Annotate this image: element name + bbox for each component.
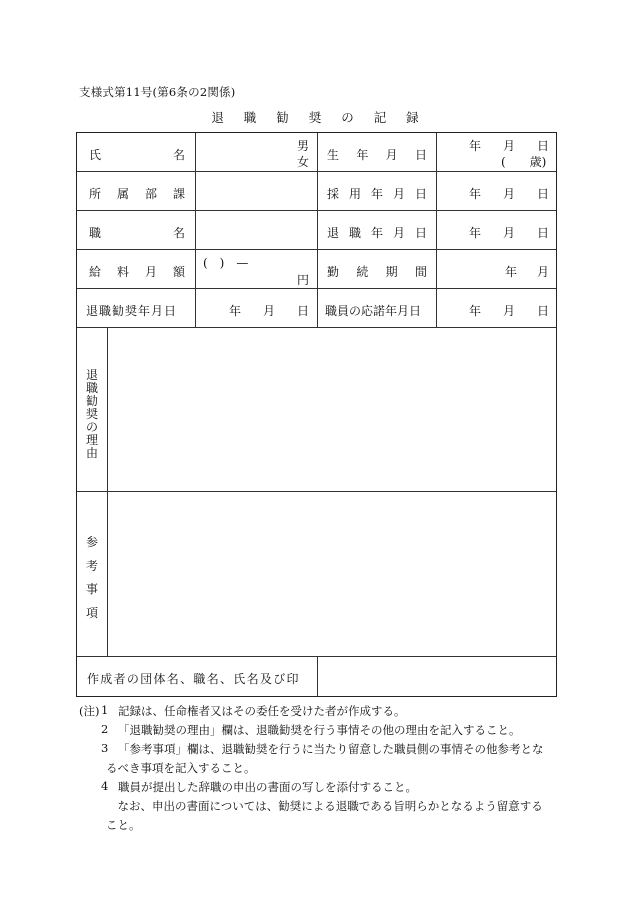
birth-date-value[interactable]: 年 月 日 bbox=[469, 139, 549, 153]
service-period-label: 勤 続 期 間 bbox=[327, 265, 427, 279]
note-4-text-2: なお、申出の書面については、勧奨による退職である旨明らかとなるよう留意する bbox=[106, 799, 543, 813]
note-3-text-2: るべき事項を記入すること。 bbox=[106, 761, 256, 775]
department-label: 所 属 部 課 bbox=[89, 187, 185, 201]
note-2-num: 2 bbox=[101, 722, 109, 736]
reference-label: 参 考 事 項 bbox=[85, 535, 98, 620]
note-4-num: 4 bbox=[101, 779, 109, 793]
accept-date-value[interactable]: 年 月 日 bbox=[469, 304, 549, 318]
reference-field[interactable] bbox=[109, 493, 555, 655]
notes-prefix: (注) bbox=[79, 704, 100, 718]
note-1-num: 1 bbox=[101, 703, 109, 717]
salary-grade[interactable]: ( ) — bbox=[203, 256, 249, 270]
note-3-num: 3 bbox=[101, 741, 109, 755]
hire-date-label: 採 用 年 月 日 bbox=[327, 187, 427, 201]
salary-yen: 円 bbox=[297, 273, 310, 287]
author-label: 作成者の団体名、職名、氏名及び印 bbox=[87, 672, 300, 686]
note-2-text: 「退職勧奨の理由」欄は、退職勧奨を行う事情その他の理由を記入すること。 bbox=[118, 723, 521, 737]
name-label-right: 名 bbox=[172, 148, 185, 162]
recommend-date-value[interactable]: 年 月 日 bbox=[229, 304, 309, 318]
recommend-date-label: 退職勧奨年月日 bbox=[86, 304, 178, 318]
sex-female[interactable]: 女 bbox=[297, 155, 310, 169]
record-table bbox=[76, 132, 557, 697]
hire-date-value[interactable]: 年 月 日 bbox=[469, 187, 549, 201]
document-title: 退 職 勧 奨 の 記 録 bbox=[211, 110, 427, 125]
retire-date-value[interactable]: 年 月 日 bbox=[469, 226, 549, 240]
age-value[interactable]: ( 歳) bbox=[501, 155, 547, 169]
note-4-text-3: こと。 bbox=[106, 818, 141, 832]
salary-label: 給 料 月 額 bbox=[89, 265, 185, 279]
form-code: 支様式第11号(第6条の2関係) bbox=[79, 85, 236, 99]
service-period-value[interactable]: 年 月 bbox=[505, 265, 549, 279]
reason-label: 退 職 勧 奨 の 理 由 bbox=[85, 368, 98, 460]
reason-field[interactable] bbox=[109, 329, 555, 490]
accept-date-label: 職員の応諾年月日 bbox=[325, 304, 422, 318]
retire-date-label: 退 職 年 月 日 bbox=[327, 226, 427, 240]
note-3-text-1: 「参考事項」欄は、退職勧奨を行うに当たり留意した職員側の事情その他参考とな bbox=[118, 742, 544, 756]
post-field[interactable] bbox=[197, 211, 315, 249]
sex-male[interactable]: 男 bbox=[297, 139, 310, 153]
birth-date-label: 生 年 月 日 bbox=[327, 148, 427, 162]
post-label: 職 名 bbox=[89, 226, 185, 240]
name-label-left: 氏 bbox=[89, 148, 102, 162]
name-label bbox=[89, 146, 185, 163]
author-field[interactable] bbox=[319, 658, 555, 696]
department-field[interactable] bbox=[197, 172, 315, 210]
note-1-text: 記録は、任命権者又はその委任を受けた者が作成する。 bbox=[118, 704, 406, 718]
note-4-text-1: 職員が提出した辞職の申出の書面の写しを添付すること。 bbox=[118, 780, 417, 794]
